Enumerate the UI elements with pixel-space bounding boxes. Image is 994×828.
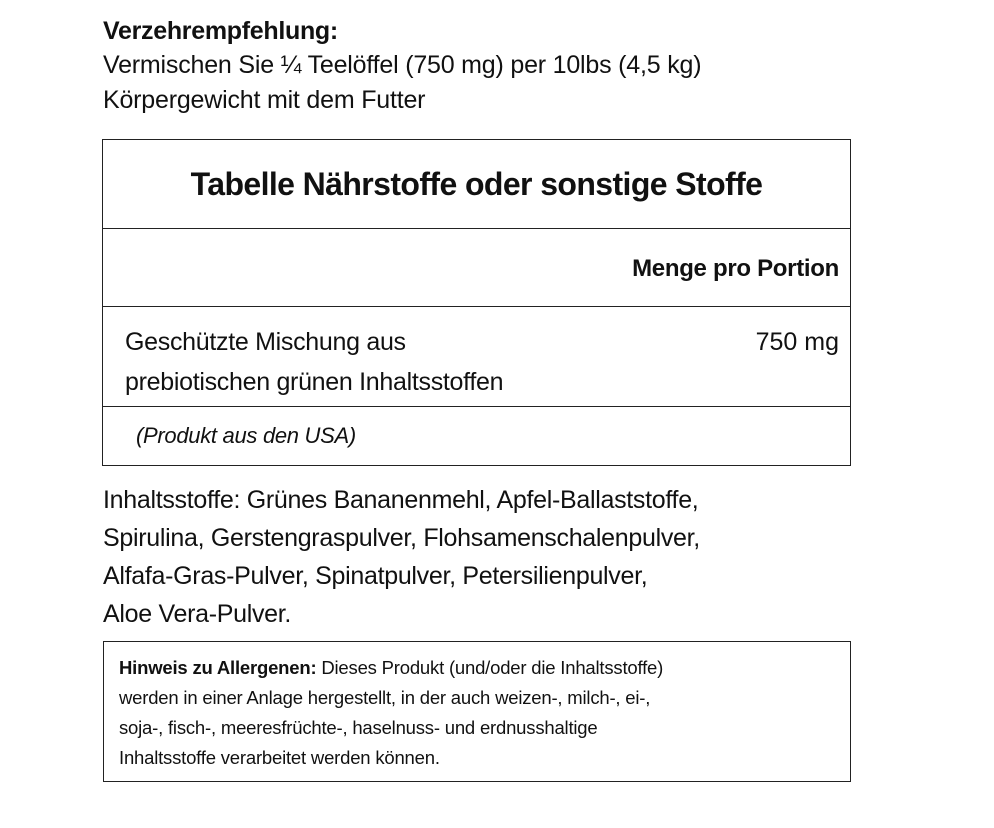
ingredients-list [103, 481, 943, 633]
amount-column-header: Menge pro Portion [632, 255, 839, 282]
ingredients-line: Inhaltsstoffe: Grünes Bananenmehl, Apfel-Ballaststoffe, [103, 486, 699, 514]
ingredient-amount: 750 mg [755, 328, 839, 356]
origin-note: (Produkt aus den USA) [136, 423, 356, 448]
table-title: Tabelle Nährstoffe oder sonstige Stoffe [190, 165, 763, 202]
dosage-line: Körpergewicht mit dem Futter [103, 86, 426, 114]
allergen-line: werden in einer Anlage hergestellt, in der auch weizen-, milch-, ei-, [119, 687, 651, 708]
dosage-line: Vermischen Sie ¼ Teelöffel (750 mg) per 10lbs (4,5 kg) [103, 51, 702, 79]
dosage-heading: Verzehrempfehlung: [103, 17, 338, 45]
ingredients-line: Spirulina, Gerstengraspulver, Flohsamenschalenpulver, [103, 524, 700, 552]
table-title-row [103, 140, 850, 229]
table-footnote-row [103, 407, 850, 465]
table-header-row [103, 229, 850, 307]
allergen-label: Hinweis zu Allergenen: [119, 657, 317, 678]
ingredients-line: Alfafa-Gras-Pulver, Spinatpulver, Petersilienpulver, [103, 562, 648, 590]
allergen-first-line [119, 653, 850, 683]
ingredients-line: Aloe Vera-Pulver. [103, 600, 292, 628]
nutrient-table [102, 139, 851, 466]
table-row [103, 307, 850, 407]
ingredient-name-line: Geschützte Mischung aus [125, 328, 406, 356]
ingredient-name-line: prebiotischen grünen Inhaltsstoffen [125, 368, 504, 396]
allergen-line: soja-, fisch-, meeresfrüchte-, haselnuss- und erdnusshaltige [119, 717, 598, 738]
dosage-section [103, 14, 923, 118]
allergen-notice-box [103, 641, 851, 782]
ingredient-name [125, 322, 503, 402]
allergen-text: Dieses Produkt (und/oder die Inhaltsstoffe) [316, 657, 664, 678]
allergen-line: Inhaltsstoffe verarbeitet werden können. [119, 747, 440, 768]
